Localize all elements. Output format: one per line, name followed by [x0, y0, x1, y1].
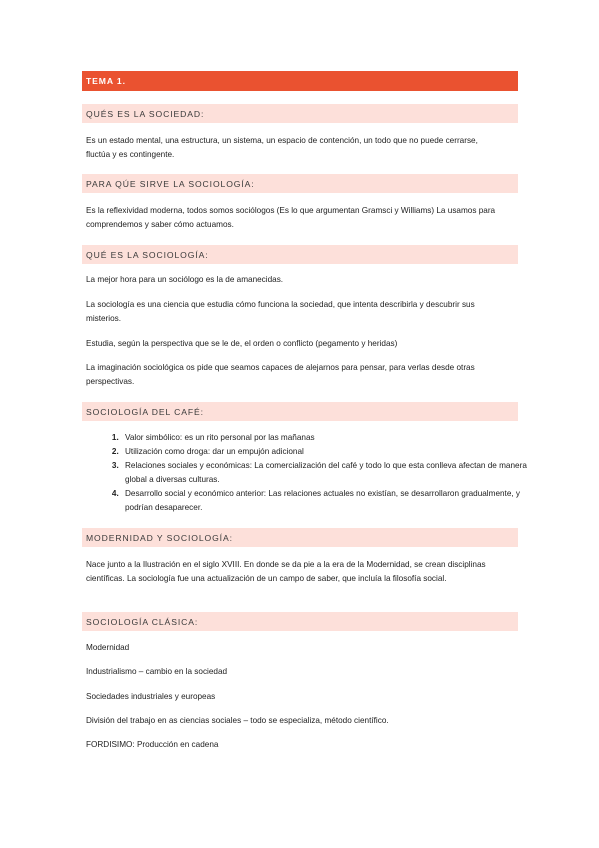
paragraph: Industrialismo – cambio en la sociedad [86, 667, 228, 676]
section-heading-para-que-sirve: PARA QÚE SIRVE LA SOCIOLOGÍA: [82, 174, 518, 193]
paragraph: División del trabajo en as ciencias sociales – todo se especializa, método científico. [86, 716, 389, 725]
paragraph: Es un estado mental, una estructura, un sistema, un espacio de contención, un todo que no puede cerrarse, fluctúa y es contingente. [86, 136, 478, 159]
coffee-list [86, 431, 531, 515]
paragraph: Nace junto a la Ilustración en el siglo XVIII. En donde se da pie a la era de la Modernidad, se crean disciplinas científicas. La sociología fue una actualización de un campo de saber, que incluía la filosofía social. [86, 560, 486, 583]
section-heading-sociologia-cafe: SOCIOLOGÍA DEL CAFÉ: [82, 402, 518, 421]
paragraph: Estudia, según la perspectiva que se le de, el orden o conflicto (pegamento y heridas) [86, 339, 398, 348]
section-heading-sociedad: QUÉS ES LA SOCIEDAD: [82, 104, 518, 123]
paragraph: La sociología es una ciencia que estudia cómo funciona la sociedad, que intenta describirla y descubrir sus misterios. [86, 300, 475, 323]
section-heading-que-es-sociologia: QUÉ ES LA SOCIOLOGÍA: [82, 245, 518, 264]
paragraph: Sociedades industriales y europeas [86, 692, 216, 701]
list-item: 3. Relaciones sociales y económicas: La comercialización del café y todo lo que esta conlleva afectan de manera global a diversas culturas. [121, 459, 531, 487]
page-title: TEMA 1. [82, 71, 518, 91]
paragraph: Es la reflexividad moderna, todos somos sociólogos (Es lo que argumentan Gramsci y Williams) La usamos para comprendemos y saber cómo actuamos. [86, 206, 496, 229]
paragraph: Modernidad [86, 643, 130, 652]
list-item: 1. Valor simbólico: es un rito personal por las mañanas [121, 431, 531, 445]
paragraph: FORDISIMO: Producción en cadena [86, 740, 219, 749]
section-heading-sociologia-clasica: SOCIOLOGÍA CLÁSICA: [82, 612, 518, 631]
list-item: 2. Utilización como droga: dar un empujón adicional [121, 445, 531, 459]
section-heading-modernidad: MODERNIDAD Y SOCIOLOGÍA: [82, 528, 518, 547]
list-item: 4. Desarrollo social y económico anterior: Las relaciones actuales no existían, se desarrollaron gradualmente, y podrían desaparecer. [121, 487, 531, 515]
paragraph: La imaginación sociológica os pide que seamos capaces de alejarnos para pensar, para verlas desde otras perspectivas. [86, 363, 475, 386]
paragraph: La mejor hora para un sociólogo es la de amanecidas. [86, 275, 284, 284]
